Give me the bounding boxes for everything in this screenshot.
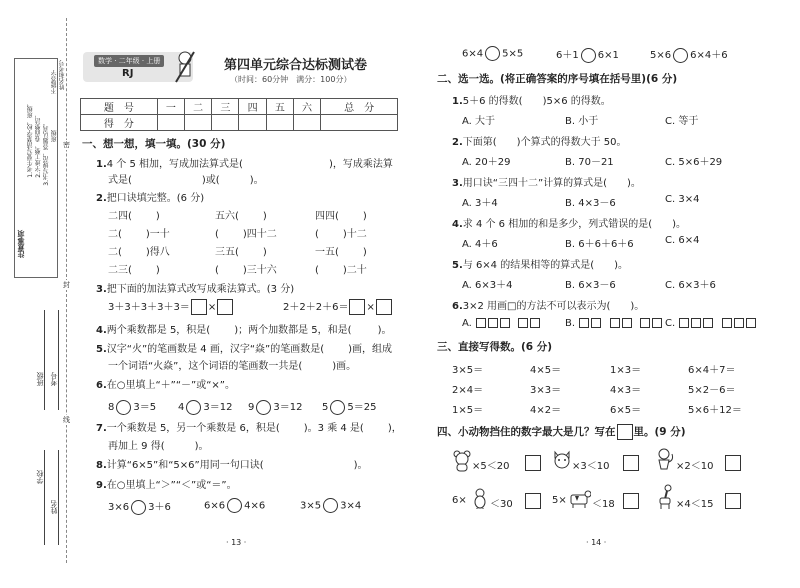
- compare-circle[interactable]: [131, 500, 146, 515]
- answer-box[interactable]: [725, 455, 741, 471]
- choice-q2: 2.下面第( )个算式的得数大于 50。: [452, 137, 627, 148]
- section3-heading: 三、直接写得数。(6 分): [437, 341, 553, 353]
- answer-box[interactable]: [191, 299, 207, 315]
- rhyme-row-4c: ( )二十: [315, 265, 367, 276]
- square-icon: [500, 318, 510, 328]
- square-icon: [691, 318, 701, 328]
- giraffe-icon: [656, 484, 676, 510]
- choice-q6-opt-a[interactable]: A.: [462, 318, 541, 329]
- compare-circle[interactable]: [581, 48, 596, 63]
- square-icon: [579, 318, 589, 328]
- hidden-expr-4: ＜30: [490, 499, 513, 510]
- score-header-cell: 二: [185, 99, 212, 115]
- choice-q6-opt-c[interactable]: C.: [665, 318, 757, 329]
- right-note-2: 不能答字: [51, 70, 58, 94]
- question-4: 4.两个乘数都是 5，积是( )；两个加数都是 5，和是( )。: [96, 325, 392, 336]
- calc-r2c1: 2×4＝: [452, 385, 484, 396]
- square-icon: [591, 318, 601, 328]
- square-icon: [518, 318, 528, 328]
- question-1: 1.4 个 5 相加，写成加法算式是( )，写成乘法算: [96, 159, 393, 170]
- compare-circle[interactable]: [227, 498, 242, 513]
- number-label: 考号: [50, 372, 58, 386]
- square-icon: [734, 318, 744, 328]
- carry-over-row-2: 6＋1 6×1: [556, 46, 619, 63]
- question-7: 7.一个乘数是 5，另一个乘数是 6，积是( )。3 乘 4 是( )，: [96, 423, 402, 434]
- q3-expr-1: 3＋3＋3＋3＋3＝ ×: [108, 298, 234, 315]
- score-header-cell: 三: [212, 99, 239, 115]
- cow-icon: [567, 487, 591, 509]
- square-icon: [622, 318, 632, 328]
- choice-q1-opt-c[interactable]: C. 等于: [665, 116, 699, 127]
- calc-r1c3: 1×3＝: [610, 365, 642, 376]
- q6-item-2: 4 3＝12: [178, 398, 232, 415]
- choice-q5: 5.与 6×4 的结果相等的算式是( )。: [452, 260, 629, 271]
- choice-q1: 1.5＋6 的得数( )5×6 的得数。: [452, 96, 611, 107]
- operator-circle[interactable]: [256, 400, 271, 415]
- q6-item-1: 8 3＝5: [108, 398, 156, 415]
- rhyme-row-1: 二四( ): [108, 211, 160, 222]
- square-icon: [610, 318, 620, 328]
- rhyme-row-3b: 三五( ): [215, 247, 267, 258]
- choice-q1-opt-b[interactable]: B. 小于: [565, 116, 599, 127]
- seal-mi: 密: [63, 141, 70, 149]
- calc-r2c3: 4×3＝: [610, 385, 642, 396]
- hidden-expr-5: ＜18: [592, 499, 615, 510]
- score-table: [80, 98, 398, 131]
- name-field-line: [58, 450, 59, 545]
- q3-expr-2: 2＋2＋2＋6＝ ×: [283, 298, 393, 315]
- answer-box[interactable]: [525, 455, 541, 471]
- cat-icon: [552, 450, 572, 472]
- calc-r3c3: 6×5＝: [610, 405, 642, 416]
- score-header-cell: 六: [293, 99, 320, 115]
- choice-q4-opt-b[interactable]: B. 6＋6＋6＋6: [565, 239, 634, 250]
- hidden-expr-2: ×3＜10: [572, 461, 610, 472]
- square-icon: [640, 318, 650, 328]
- question-2: 2.把口诀填完整。(6 分): [96, 193, 205, 204]
- q9-item-2: 6×6 4×6: [204, 498, 265, 513]
- calc-r2c2: 3×3＝: [530, 385, 562, 396]
- hidden-expr-1: ×5＜20: [472, 461, 510, 472]
- rhyme-row-3: 二( )得八: [108, 247, 170, 258]
- question-7-line2: 再加上 9 得( )。: [108, 441, 209, 452]
- class-field-line: [44, 310, 45, 410]
- score-cell[interactable]: [266, 115, 293, 131]
- question-5: 5.汉字“火”的笔画数是 4 画，汉字“焱”的笔画数是( )画，组成: [96, 344, 393, 355]
- school-field-line: [44, 450, 45, 545]
- score-cell[interactable]: [321, 115, 398, 131]
- notice-line-3: 3.书写规范，答题认真。: [43, 120, 50, 186]
- monkey-icon: [654, 448, 674, 470]
- score-header-cell: 题 号: [81, 99, 158, 115]
- square-icon: [679, 318, 689, 328]
- square-icon: [746, 318, 756, 328]
- choice-q4-opt-c[interactable]: C. 6×4: [665, 235, 700, 246]
- choice-q2-opt-c[interactable]: C. 5×6＋29: [665, 157, 723, 168]
- dashed-cut-line: [66, 18, 67, 563]
- rhyme-row-2b: ( )四十二: [215, 229, 277, 240]
- square-icon: [488, 318, 498, 328]
- question-6: 6.在○里填上“＋”“－”或“×”。: [96, 380, 235, 391]
- rhyme-row-4b: ( )三十六: [215, 265, 277, 276]
- calc-r1c4: 6×4＋7＝: [688, 365, 736, 376]
- q9-item-1: 3×6 3＋6: [108, 498, 171, 515]
- choice-q3-opt-a[interactable]: A. 3＋4: [462, 198, 498, 209]
- choice-q5-opt-b[interactable]: B. 6×3－6: [565, 280, 616, 291]
- rhyme-row-1b: 五六( ): [215, 211, 267, 222]
- score-cell[interactable]: [239, 115, 266, 131]
- score-header-cell: 一: [157, 99, 184, 115]
- seal-xian: 线: [63, 416, 70, 424]
- class-label: 班级: [36, 372, 44, 386]
- seal-feng: 封: [63, 281, 70, 289]
- question-8: 8.计算“6×5”和“5×6”用同一句口诀( )。: [96, 460, 368, 471]
- score-cell[interactable]: [157, 115, 184, 131]
- score-header-cell: 总 分: [321, 99, 398, 115]
- score-row-label: 得 分: [81, 115, 158, 131]
- square-icon: [476, 318, 486, 328]
- operator-circle[interactable]: [330, 400, 345, 415]
- section2-heading: 二、选一选。(将正确答案的序号填在括号里)(6 分): [437, 73, 678, 85]
- calc-r2c4: 5×2－6＝: [688, 385, 736, 396]
- answer-box[interactable]: [725, 493, 741, 509]
- question-1-line2: 式是( )或( )。: [108, 175, 264, 186]
- answer-box[interactable]: [349, 299, 365, 315]
- page-title: 第四单元综合达标测试卷: [224, 58, 368, 73]
- choice-q3-opt-c[interactable]: C. 3×4: [665, 194, 700, 205]
- name-label: 姓名: [50, 500, 58, 514]
- q6-item-4: 5 5＝25: [322, 398, 376, 415]
- answer-box[interactable]: [217, 299, 233, 315]
- hidden-expr-4-before: 6×: [452, 495, 467, 506]
- answer-box[interactable]: [525, 493, 541, 509]
- choice-q6: 6.3×2 用画□的方法不可以表示为( )。: [452, 301, 645, 312]
- section4-heading: 四、小动物挡住的数字最大是几？写在 里。(9 分): [437, 426, 686, 438]
- calc-r3c4: 5×6＋12＝: [688, 405, 742, 416]
- score-cell[interactable]: [293, 115, 320, 131]
- answer-box-icon: [617, 424, 633, 440]
- calc-r1c2: 4×5＝: [530, 365, 562, 376]
- hidden-expr-6: ×4＜15: [676, 499, 714, 510]
- compare-circle[interactable]: [323, 498, 338, 513]
- right-note-3: 班级: [51, 130, 58, 142]
- question-5-line2: 一个词语“火焱”，这个词语的笔画数一共是( )画。: [108, 361, 357, 372]
- rhyme-row-2c: ( )十二: [315, 229, 367, 240]
- page-subtitle: （时间：60分钟 满分：100分）: [230, 75, 352, 84]
- page-number-left: · 13 ·: [226, 538, 247, 547]
- choice-q2-opt-a[interactable]: A. 20＋29: [462, 157, 511, 168]
- question-3: 3.把下面的加法算式改写成乘法算式。(3 分): [96, 284, 295, 295]
- choice-q3: 3.用口诀“三四十二”计算的算式是( )。: [452, 178, 641, 189]
- pencil-boy-icon: [172, 48, 198, 84]
- square-icon: [652, 318, 662, 328]
- bear-icon: [452, 450, 472, 472]
- q6-item-3: 9 3＝12: [248, 398, 302, 415]
- choice-q5-opt-a[interactable]: A. 6×3＋4: [462, 280, 513, 291]
- rhyme-row-4: 二三( ): [108, 265, 160, 276]
- score-cell[interactable]: [185, 115, 212, 131]
- answer-box[interactable]: [623, 493, 639, 509]
- edition-label: RJ: [122, 68, 134, 79]
- choice-q6-opt-b[interactable]: B.: [565, 318, 663, 329]
- hidden-expr-5-before: 5×: [552, 495, 567, 506]
- choice-q3-opt-b[interactable]: B. 4×3－6: [565, 198, 616, 209]
- calc-r3c2: 4×2＝: [530, 405, 562, 416]
- q9-item-3: 3×5 3×4: [300, 498, 361, 513]
- answer-box[interactable]: [376, 299, 392, 315]
- hidden-expr-3: ×2＜10: [676, 461, 714, 472]
- score-header-cell: 四: [239, 99, 266, 115]
- square-icon: [530, 318, 540, 328]
- subject-badge: 数学 · 二年级 · 上册: [94, 55, 164, 67]
- notice-title: 注意事项: [17, 230, 25, 258]
- score-header-cell: 五: [266, 99, 293, 115]
- page-number-right: · 14 ·: [586, 538, 607, 547]
- score-cell[interactable]: [212, 115, 239, 131]
- notice-line-2: 2.字迹工整、卷面整洁，: [35, 112, 42, 178]
- number-field-line: [58, 310, 59, 410]
- binding-margin: [0, 0, 78, 588]
- choice-q2-opt-b[interactable]: B. 70－21: [565, 157, 614, 168]
- answer-box[interactable]: [623, 455, 639, 471]
- rhyme-row-2: 二( )一十: [108, 229, 170, 240]
- choice-q5-opt-c[interactable]: C. 6×3＋6: [665, 280, 716, 291]
- calc-r1c1: 3×5＝: [452, 365, 484, 376]
- section1-heading: 一、想一想，填一填。(30 分): [82, 138, 226, 150]
- choice-q4: 4.求 4 个 6 相加的和是多少，列式错误的是( )。: [452, 219, 687, 230]
- square-icon: [722, 318, 732, 328]
- compare-circle[interactable]: [673, 48, 688, 63]
- choice-q1-opt-a[interactable]: A. 大于: [462, 116, 496, 127]
- operator-circle[interactable]: [186, 400, 201, 415]
- rhyme-row-3c: 一五( ): [315, 247, 367, 258]
- calc-r3c1: 1×5＝: [452, 405, 484, 416]
- rhyme-row-1c: 四四( ): [315, 211, 367, 222]
- square-icon: [703, 318, 713, 328]
- bird-icon: [470, 487, 490, 509]
- carry-over-row-1: 6×4 5×5: [462, 46, 523, 61]
- right-note-1: 姓名和考号: [59, 60, 66, 90]
- choice-q4-opt-a[interactable]: A. 4＋6: [462, 239, 498, 250]
- school-label: 学校: [36, 470, 44, 484]
- notice-line-1: 1.考生要写清楚学校、班级、: [27, 100, 34, 178]
- carry-over-row-3: 5×6 6×4＋6: [650, 46, 728, 63]
- question-9: 9.在○里填上“＞”“＜”或“＝”。: [96, 480, 237, 491]
- operator-circle[interactable]: [116, 400, 131, 415]
- compare-circle[interactable]: [485, 46, 500, 61]
